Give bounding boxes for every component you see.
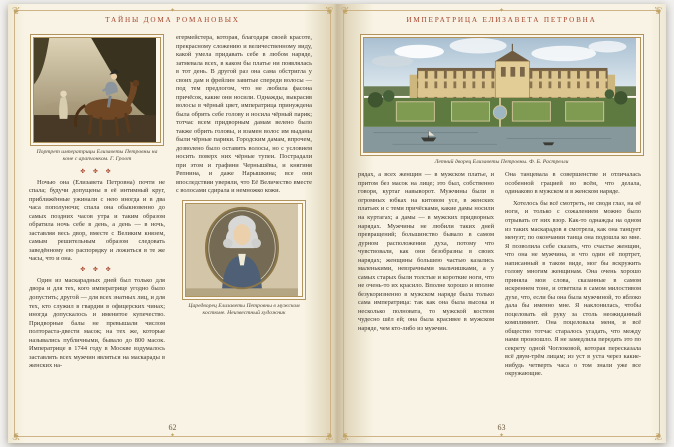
body-paragraph: егермейстера, которая, благодаря своей красоте, прекрасному сложению и величественному виду, какой умела придавать себе в любом наряде, затмевала всех, в каком бы платье ни появлялась в тот день. В другой раз она сама обстригла у своих дам и фрейлин завитые спереди волосы — под тем предлогом, что не любила фасона причёсок, какие они носили. Однажды, выкрасив волосы в чёрный цвет, императрица принуждена была обрить себе голову и носила чёрный парик; тотчас всем придворным дамам велено было также обрить головы, и взамен волос им выданы были чёрные парики. Городским дамам, впрочем, дозволено было оставить волосы, но с условием носить поверх них чёрные тупеи. Пострадали при этом и графини Чернышёвы, и княгиня Репнина, и даже Нарышкина; все они впоследствии уверяли, что Её Величество вместе с волосами сдирала и немножко кожи. [176,34,312,195]
corner-flourish-icon: ❦ [12,6,21,17]
fleuron-icon: ✤ ✤ ✤ [80,168,114,175]
left-page-body [29,34,316,417]
palace-block [358,34,645,166]
edge-ornament-icon: ✦ [169,7,176,14]
corner-flourish-icon: ❦ [12,430,21,441]
running-head-left: ТАЙНЫ ДОМА РОМАНОВЫХ [105,16,240,24]
running-head-right: ИМПЕРАТРИЦА ЕЛИЗАВЕТА ПЕТРОВНА [406,16,597,24]
page-number-right: 63 [497,423,506,432]
equestrian-portrait-plate [30,34,164,146]
body-paragraph: Ночью она (Елизавета Петровна) почти не спала; будучи допущены в её интимный круг, приближённые ужинали с нею иногда и в два часа пополуночи; спала она обыкновенно до самых поздних часов утра и таким образом обратила ночь себе в день, а день — в ночь, заставляя весь двор, вместе с Великим князем, самым решительным образом следовать заведённому ею распорядку и ложиться в те же часы, что и она. [29,178,165,263]
palace-caption: Летний дворец Елизаветы Петровны. Ф. Б. Растрелли [434,159,569,165]
left-column-1 [29,34,165,417]
equestrian-portrait-image [34,38,156,142]
page-left [8,4,337,443]
corner-flourish-icon: ❦ [341,430,350,441]
oval-portrait-caption: Царедворец Елизаветы Петровны в мужском костюме. Неизвестный художник [188,302,300,317]
fleuron-icon: ✤ ✤ ✤ [80,266,114,273]
palace-plate [360,34,644,156]
page-right [337,4,666,443]
left-column-2 [176,34,312,417]
book-spread [8,4,666,443]
equestrian-caption: Портрет императрицы Елизаветы Петровны на коне с арапчонком. Г. Гроот [36,149,158,163]
oval-portrait-plate [182,200,306,300]
right-column-2 [505,171,641,415]
corner-flourish-icon: ❦ [324,430,333,441]
right-column-1 [358,171,494,415]
body-paragraph: Хотелось бы всё смотреть, не сводя глаз, на её ноги, и только с сожалением можно было отрывать от них взор. Как-то однажды на одном из таких маскарадов я смотрела, как она танцует менуэт; по окончании танца она подошла ко мне. Я позволила себе сказать, что счастье женщин, что она не мужчина, и что один её портрет, написанный в таком виде, мог бы вскружить голову многим женщинам. Она очень хорошо приняла мои слова, сказанные в самом искреннем тоне, и ответила в самом милостивом духе, что, если бы она была мужчиной, то яблоко дала бы именно мне. Я наклонилась, чтобы поцеловать ей руку за столь неожиданный комплимент. Она поцеловала меня, и всё общество тотчас старалось угадать, что между нами произошло. Я не замедлила передать это по секрету одной Чоглоковой, которая пересказала всё двум-трём лицам; из уст в уста через какие-нибудь четверть часа о том знали уже все окружающие. [505,199,641,378]
body-paragraph: Она танцевала в совершенстве и отличалась особенной грацией во всём, что делала, одинаково в мужском и в женском наряде. [505,171,641,196]
corner-flourish-icon: ❦ [653,430,662,441]
corner-flourish-icon: ❦ [341,6,350,17]
body-paragraph: рядах, а всех женщин — в мужском платье, и притом без масок на лице; это был, собственно говоря, куртаг навыворот. Мужчины были в огромных юбках на китовом усе, в женских платьях и с теми причёсками, какие дамы носили на куртагах; а дамы — в мужских придворных нарядах. Мужчины не любили таких дней превращений; большинство бывало в самом дурном расположении духа, потому что чувствовали, как они безобразны в своих нарядах; женщины большею частью казались маленькими, невзрачными мальчишками, а у самых старых были толстые и короткие ноги, что не очень-то их красило. Вполне хорошо и вполне безукоризненно в мужском наряде была только сама императрица: так как она была высока и несколько полновата, то мужской костюм чудесно шёл ей; она была красивее в мужском наряде, чем кто-либо из мужчин. [358,171,494,332]
corner-flourish-icon: ❦ [324,6,333,17]
right-page-body [358,34,645,417]
page-number-left: 62 [168,423,177,432]
edge-ornament-icon: ✦ [169,432,176,439]
corner-flourish-icon: ❦ [653,6,662,17]
edge-ornament-icon: ✦ [498,432,505,439]
palace-image [364,38,636,152]
oval-portrait-image [186,204,298,296]
body-paragraph: Один из маскарадных дней был только для двора и для тех, кого императрице угодно было допустить; другой — для всех знатных лиц, и для тех, кто служил в гвардии в офицерских чинах; иногда допускалось и именитое купечество. Придворные балы не превышали числом полтораста-двести масок; на тех же, которые назывались публичными, бывало до 800 масок. Императрице в 1744 году в Москве вздумалось заставлять всех мужчин являться на маскарады в женских на- [29,276,165,370]
edge-ornament-icon: ✦ [498,7,505,14]
